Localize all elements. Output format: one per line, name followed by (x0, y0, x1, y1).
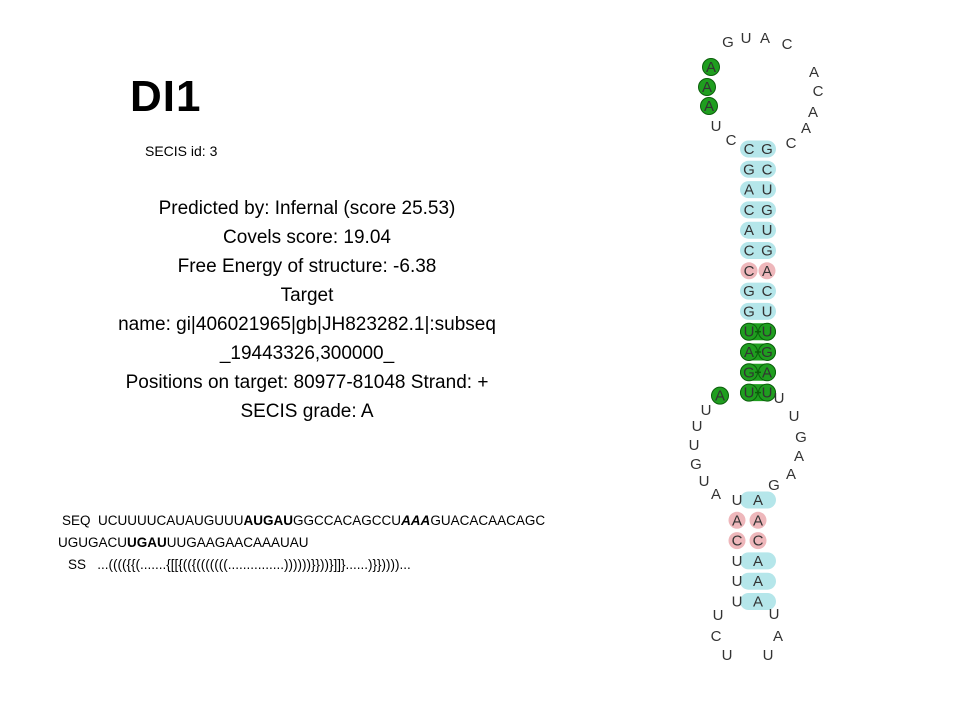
internal-loop-nucleotide (786, 466, 796, 483)
internal-loop-nucleotide (711, 486, 721, 503)
lower-stem-right-nucleotide (753, 594, 763, 611)
internal-loop-nucleotide (768, 477, 780, 494)
svg-text:U: U (698, 473, 710, 490)
target-heading: Target (280, 285, 334, 306)
svg-text:U: U (731, 573, 743, 591)
svg-text:U: U (691, 418, 703, 435)
svg-text:C: C (731, 532, 743, 550)
svg-text:C: C (743, 242, 755, 260)
svg-text:U: U (740, 30, 752, 47)
svg-text:A: A (785, 466, 797, 483)
lower-stem-left-nucleotide (732, 553, 743, 570)
stem-right-nucleotide (759, 344, 776, 362)
seq-part: UGUGACU (58, 535, 128, 550)
svg-text:U: U (761, 323, 773, 341)
stem-left-nucleotide (744, 243, 755, 260)
svg-text:A: A (761, 262, 773, 280)
svg-text:A: A (743, 222, 755, 240)
svg-text:U: U (721, 647, 733, 664)
svg-text:G: G (743, 283, 755, 301)
svg-text:C: C (761, 161, 773, 179)
internal-loop-nucleotide (794, 448, 804, 465)
tail-nucleotide (769, 606, 780, 623)
svg-text:A: A (759, 30, 771, 47)
target-name-line2: _19443326,300000_ (219, 343, 395, 364)
tail-nucleotide (711, 628, 722, 645)
tail-nucleotide (713, 607, 724, 624)
apical-loop-nucleotide (809, 64, 819, 81)
stem-right-nucleotide (761, 141, 773, 158)
svg-text:A: A (808, 64, 820, 81)
svg-text:U: U (773, 390, 785, 407)
lower-stem-right-nucleotide (753, 553, 763, 570)
stem-right-nucleotide (762, 222, 773, 239)
stem-left-nucleotide (741, 344, 758, 362)
seq-motif-augau: AUGAU (243, 513, 294, 528)
seq-motif-aaa: AAA (401, 513, 431, 528)
svg-text:U: U (710, 118, 722, 135)
seq-part: UCUUUUCAUAUGUUU (98, 513, 244, 528)
stem-right-nucleotide (759, 323, 776, 341)
tail-nucleotide (722, 647, 733, 664)
lower-stem-left-nucleotide (729, 532, 746, 550)
svg-text:A: A (703, 98, 715, 115)
svg-text:A: A (761, 364, 773, 382)
svg-text:A: A (752, 512, 764, 530)
internal-loop-nucleotide (699, 473, 710, 490)
stem-right-nucleotide (762, 182, 773, 199)
secis-id: SECIS id: 3 (145, 143, 218, 159)
secis-grade: SECIS grade: A (240, 401, 374, 422)
svg-text:A: A (752, 593, 764, 611)
svg-text:G: G (761, 242, 773, 260)
apical-loop-nucleotide (703, 59, 720, 77)
target-name-line1: name: gi|406021965|gb|JH823282.1|:subseq (118, 314, 496, 335)
tail-nucleotide (773, 628, 783, 645)
svg-text:C: C (812, 83, 824, 100)
stem-left-nucleotide (741, 364, 758, 382)
internal-loop-nucleotide (774, 390, 785, 407)
lower-stem-right-nucleotide (750, 512, 767, 530)
apical-loop-nucleotide (726, 132, 737, 149)
svg-text:G: G (743, 364, 755, 382)
svg-text:A: A (752, 552, 764, 570)
svg-text:G: G (761, 141, 773, 158)
apical-loop-nucleotide (801, 120, 811, 137)
stem-left-nucleotide (743, 283, 755, 300)
svg-text:G: G (690, 456, 702, 473)
svg-text:G: G (743, 303, 755, 321)
svg-text:G: G (761, 201, 773, 219)
svg-text:A: A (731, 512, 743, 530)
tail-nucleotide (763, 647, 774, 664)
svg-text:U: U (762, 647, 774, 664)
stem-left-nucleotide (744, 222, 754, 239)
svg-text:C: C (781, 36, 793, 53)
lower-stem-right-nucleotide (753, 573, 763, 590)
svg-text:C: C (761, 283, 773, 301)
internal-loop-nucleotide (692, 418, 703, 435)
svg-text:U: U (731, 593, 743, 611)
svg-text:U: U (712, 607, 724, 624)
internal-loop-nucleotide (689, 437, 700, 454)
svg-text:C: C (725, 132, 737, 149)
svg-text:A: A (705, 59, 717, 76)
svg-text:U: U (700, 402, 712, 419)
svg-text:A: A (743, 344, 755, 361)
svg-text:A: A (800, 120, 812, 137)
svg-text:G: G (795, 429, 807, 446)
svg-text:A: A (714, 387, 726, 405)
svg-text:A: A (793, 448, 805, 465)
stem-bulge-nucleotide (712, 387, 729, 405)
stem-right-nucleotide (762, 283, 773, 300)
internal-loop-nucleotide (690, 456, 702, 473)
svg-text:A: A (772, 628, 784, 645)
svg-text:C: C (752, 532, 764, 550)
lower-stem-left-nucleotide (729, 512, 746, 530)
stem-right-nucleotide (759, 364, 776, 382)
lower-stem-right-nucleotide (753, 492, 763, 509)
svg-text:A: A (752, 573, 764, 591)
svg-text:U: U (788, 408, 800, 425)
internal-loop-nucleotide (789, 408, 800, 425)
apical-loop-nucleotide (699, 79, 716, 97)
svg-text:C: C (743, 262, 755, 280)
svg-text:C: C (743, 141, 755, 158)
stem-left-nucleotide (744, 202, 755, 219)
apical-loop-nucleotide (760, 30, 770, 47)
svg-text:U: U (731, 492, 743, 509)
apical-loop-nucleotide (813, 83, 824, 100)
svg-text:U: U (761, 303, 773, 321)
predicted-by: Predicted by: Infernal (score 25.53) (158, 198, 456, 219)
stem-right-nucleotide (761, 202, 773, 219)
svg-text:A: A (701, 79, 713, 96)
page-title: DI1 (130, 72, 202, 121)
seq-label: SEQ (62, 513, 91, 528)
stem-right-nucleotide (759, 262, 776, 280)
lower-stem-left-nucleotide (732, 573, 743, 590)
covels-score: Covels score: 19.04 (223, 227, 391, 248)
lower-stem-left-nucleotide (732, 594, 743, 611)
seq-part: GGCCACAGCCU (293, 513, 402, 528)
stem-left-nucleotide (744, 141, 755, 158)
stem-left-nucleotide (743, 161, 755, 178)
svg-text:G: G (761, 344, 773, 361)
svg-text:G: G (743, 161, 755, 179)
apical-loop-nucleotide (808, 104, 818, 121)
stem-left-nucleotide (741, 384, 758, 402)
stem-right-nucleotide (761, 243, 773, 260)
svg-text:C: C (785, 135, 797, 152)
seq-part: UUGAAGAACAAAUAU (166, 535, 309, 550)
svg-text:A: A (743, 181, 755, 199)
svg-text:C: C (743, 201, 755, 219)
stem-left-nucleotide (741, 262, 758, 280)
svg-text:A: A (807, 104, 819, 121)
svg-text:G: G (722, 34, 734, 51)
svg-text:A: A (752, 492, 764, 509)
svg-text:U: U (731, 552, 743, 570)
svg-text:U: U (688, 437, 700, 454)
seq-part: GUACACAACAGC (430, 513, 546, 528)
apical-loop-nucleotide (701, 98, 718, 116)
svg-text:A: A (710, 486, 722, 503)
lower-stem-right-nucleotide (750, 532, 767, 550)
apical-loop-nucleotide (782, 36, 793, 53)
svg-text:G: G (768, 477, 780, 494)
internal-loop-nucleotide (701, 402, 712, 419)
svg-text:U: U (743, 323, 755, 341)
stem-right-nucleotide (762, 161, 773, 178)
svg-text:U: U (768, 606, 780, 623)
apical-loop-nucleotide (711, 118, 722, 135)
free-energy: Free Energy of structure: -6.38 (177, 256, 437, 277)
stem-left-nucleotide (744, 182, 754, 199)
lower-stem-left-nucleotide (732, 492, 743, 509)
apical-loop-nucleotide (741, 30, 752, 47)
svg-text:U: U (761, 222, 773, 240)
internal-loop-nucleotide (795, 429, 807, 446)
apical-loop-nucleotide (786, 135, 797, 152)
positions-on-target: Positions on target: 80977-81048 Strand: + (125, 372, 489, 393)
apical-loop-nucleotide (722, 34, 734, 51)
svg-text:U: U (761, 181, 773, 199)
stem-left-nucleotide (741, 323, 758, 341)
svg-text:U: U (743, 384, 755, 402)
stem-left-nucleotide (743, 303, 755, 320)
seq-motif-ugau: UGAU (127, 535, 167, 550)
stem-right-nucleotide (762, 303, 773, 320)
ss-label: SS (68, 557, 87, 572)
ss-notation: ...(((({{(.......{[[{(({(((((((...............))))))}}))}]]}......)}}))))... (97, 557, 411, 572)
svg-text:C: C (710, 628, 722, 645)
svg-text:U: U (761, 384, 773, 402)
